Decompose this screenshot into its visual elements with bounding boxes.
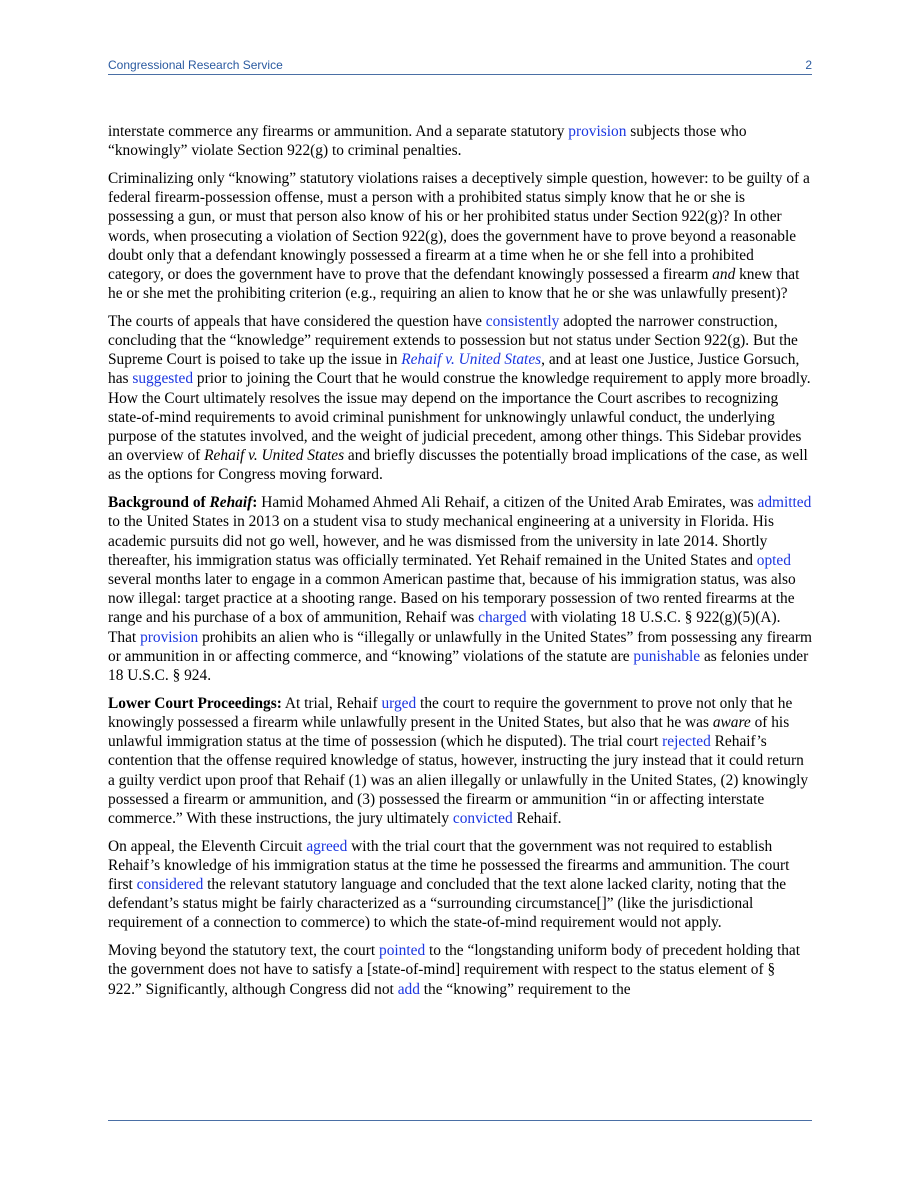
link-convicted[interactable]: convicted xyxy=(452,809,513,827)
paragraph-1: interstate commerce any firearms or ammunition. And a separate statutory provision subjects those who “knowingly” violate Section 922(g) to criminal penalties. xyxy=(108,123,747,160)
section-heading-lower-court: Lower Court Proceedings: xyxy=(108,694,282,712)
link-provision-2[interactable]: provision xyxy=(140,628,199,646)
link-suggested[interactable]: suggested xyxy=(132,370,194,388)
link-charged[interactable]: charged xyxy=(478,609,527,627)
link-pointed[interactable]: pointed xyxy=(379,942,426,960)
link-rejected[interactable]: rejected xyxy=(662,733,711,751)
section-heading-background: Background of Rehaif: xyxy=(108,494,258,512)
paragraph-background: Background of Rehaif: Hamid Mohamed Ahmed Ali Rehaif, a citizen of the United Arab Emirates, was admitted to the United States in 2013 on a student visa to study mechanical engineering at a university in Florida. His academic pursuits did not go well, however, and he was dismissed from the university in late 2014. Shortly thereafter, his immigration status was officially terminated. Yet Rehaif remained in the United States and opted several months later to engage in a common American pastime that, because of his immigration status, was also now illegal: target practice at a shooting range. Based on his temporary possession of two rented firearms at the range and his purchase of a box of ammunition, Rehaif was charged with violating 18 U.S.C. § 922(g)(5)(A). That provision prohibits an alien who is “illegally or unlawfully in the United States” from possessing any firearm or ammunition in or affecting commerce, and “knowing” violations of the statute are punishable as felonies under 18 U.S.C. § 924. xyxy=(108,494,813,684)
link-opted[interactable]: opted xyxy=(756,551,791,569)
paragraph-2: Criminalizing only “knowing” statutory violations raises a deceptively simple question, however: to be guilty of a federal firearm-possession offense, must a person with a prohibited status simply know that he or she is possessing a gun, or must that person also know of his or her prohibited status under Section 922(g)? In other words, when prosecuting a violation of Section 922(g), does the government have to prove beyond a reasonable doubt only that a defendant knowingly possessed a firearm at a time when he or she fell into a prohibited category, or does the government have to prove that the defendant knowingly possessed a firearm and knew that he or she met the prohibiting criterion (e.g., requiring an alien to know that he or she was unlawfully present)? xyxy=(108,169,810,303)
link-add[interactable]: add xyxy=(397,980,420,998)
footer-divider xyxy=(108,1120,812,1121)
link-consistently[interactable]: consistently xyxy=(485,312,560,330)
link-agreed[interactable]: agreed xyxy=(306,837,348,855)
link-considered[interactable]: considered xyxy=(136,876,204,894)
paragraph-appeal: On appeal, the Eleventh Circuit agreed with the trial court that the government was not required to establish Rehaif’s knowledge of his immigration status at the time he possessed the firearms and ammunition. The court first considered the relevant statutory language and concluded that the text alone lacked clarity, noting that the defendant’s status might be fairly characterized as a “surrounding circumstance[]” (like the jurisdictional requirement of a connection to commerce) to which the state-of-mind requirement would not apply. xyxy=(108,837,790,932)
header-source: Congressional Research Service xyxy=(108,58,283,72)
paragraph-lower-court: Lower Court Proceedings: At trial, Rehaif urged the court to require the government to prove not only that he knowingly possessed a firearm while unlawfully present in the United States, but also that he was aware of his unlawful immigration status at the time of possession (which he disputed). The trial court rejected Rehaif’s contention that the offense required knowledge of status, however, instructing the jury instead that it could return a guilty verdict upon proof that Rehaif (1) was an alien illegally or unlawfully in the United States, (2) knowingly possessed a firearm or ammunition, and (3) possessed the firearm or ammunition “in or affecting interstate commerce.” With these instructions, the jury ultimately convicted Rehaif. xyxy=(108,694,809,827)
paragraph-3: The courts of appeals that have considered the question have consistently adopted the narrower construction, concluding that the “knowledge” requirement extends to possession but not status under Section 922(g). But the Supreme Court is poised to take up the issue in Rehaif v. United States, and at least one Justice, Justice Gorsuch, has suggested prior to joining the Court that he would construe the knowledge requirement to apply more broadly. How the Court ultimately resolves the issue may depend on the importance the Court ascribes to recognizing state-of-mind requirements to avoid criminal punishment for unknowingly unlawful conduct, the underlying purpose of the statutes involved, and the weight of judicial precedent, among other things. This Sidebar provides an overview of Rehaif v. United States and briefly discusses the potentially broad implications of the case, as well as the options for Congress moving forward. xyxy=(108,312,811,484)
page-header xyxy=(108,56,812,75)
link-admitted[interactable]: admitted xyxy=(757,494,812,512)
paragraph-precedent: Moving beyond the statutory text, the court pointed to the “longstanding uniform body of precedent holding that the government does not have to satisfy a [state-of-mind] requirement with respect to the status element of § 922.” Significantly, although Congress did not add the “knowing” requirement to the xyxy=(108,942,801,998)
link-urged[interactable]: urged xyxy=(381,694,417,712)
link-punishable[interactable]: punishable xyxy=(633,647,701,665)
link-provision[interactable]: provision xyxy=(568,123,627,140)
document-body xyxy=(108,122,812,1007)
page-number: 2 xyxy=(805,58,812,72)
link-rehaif-v-united-states[interactable]: Rehaif v. United States xyxy=(401,351,542,369)
